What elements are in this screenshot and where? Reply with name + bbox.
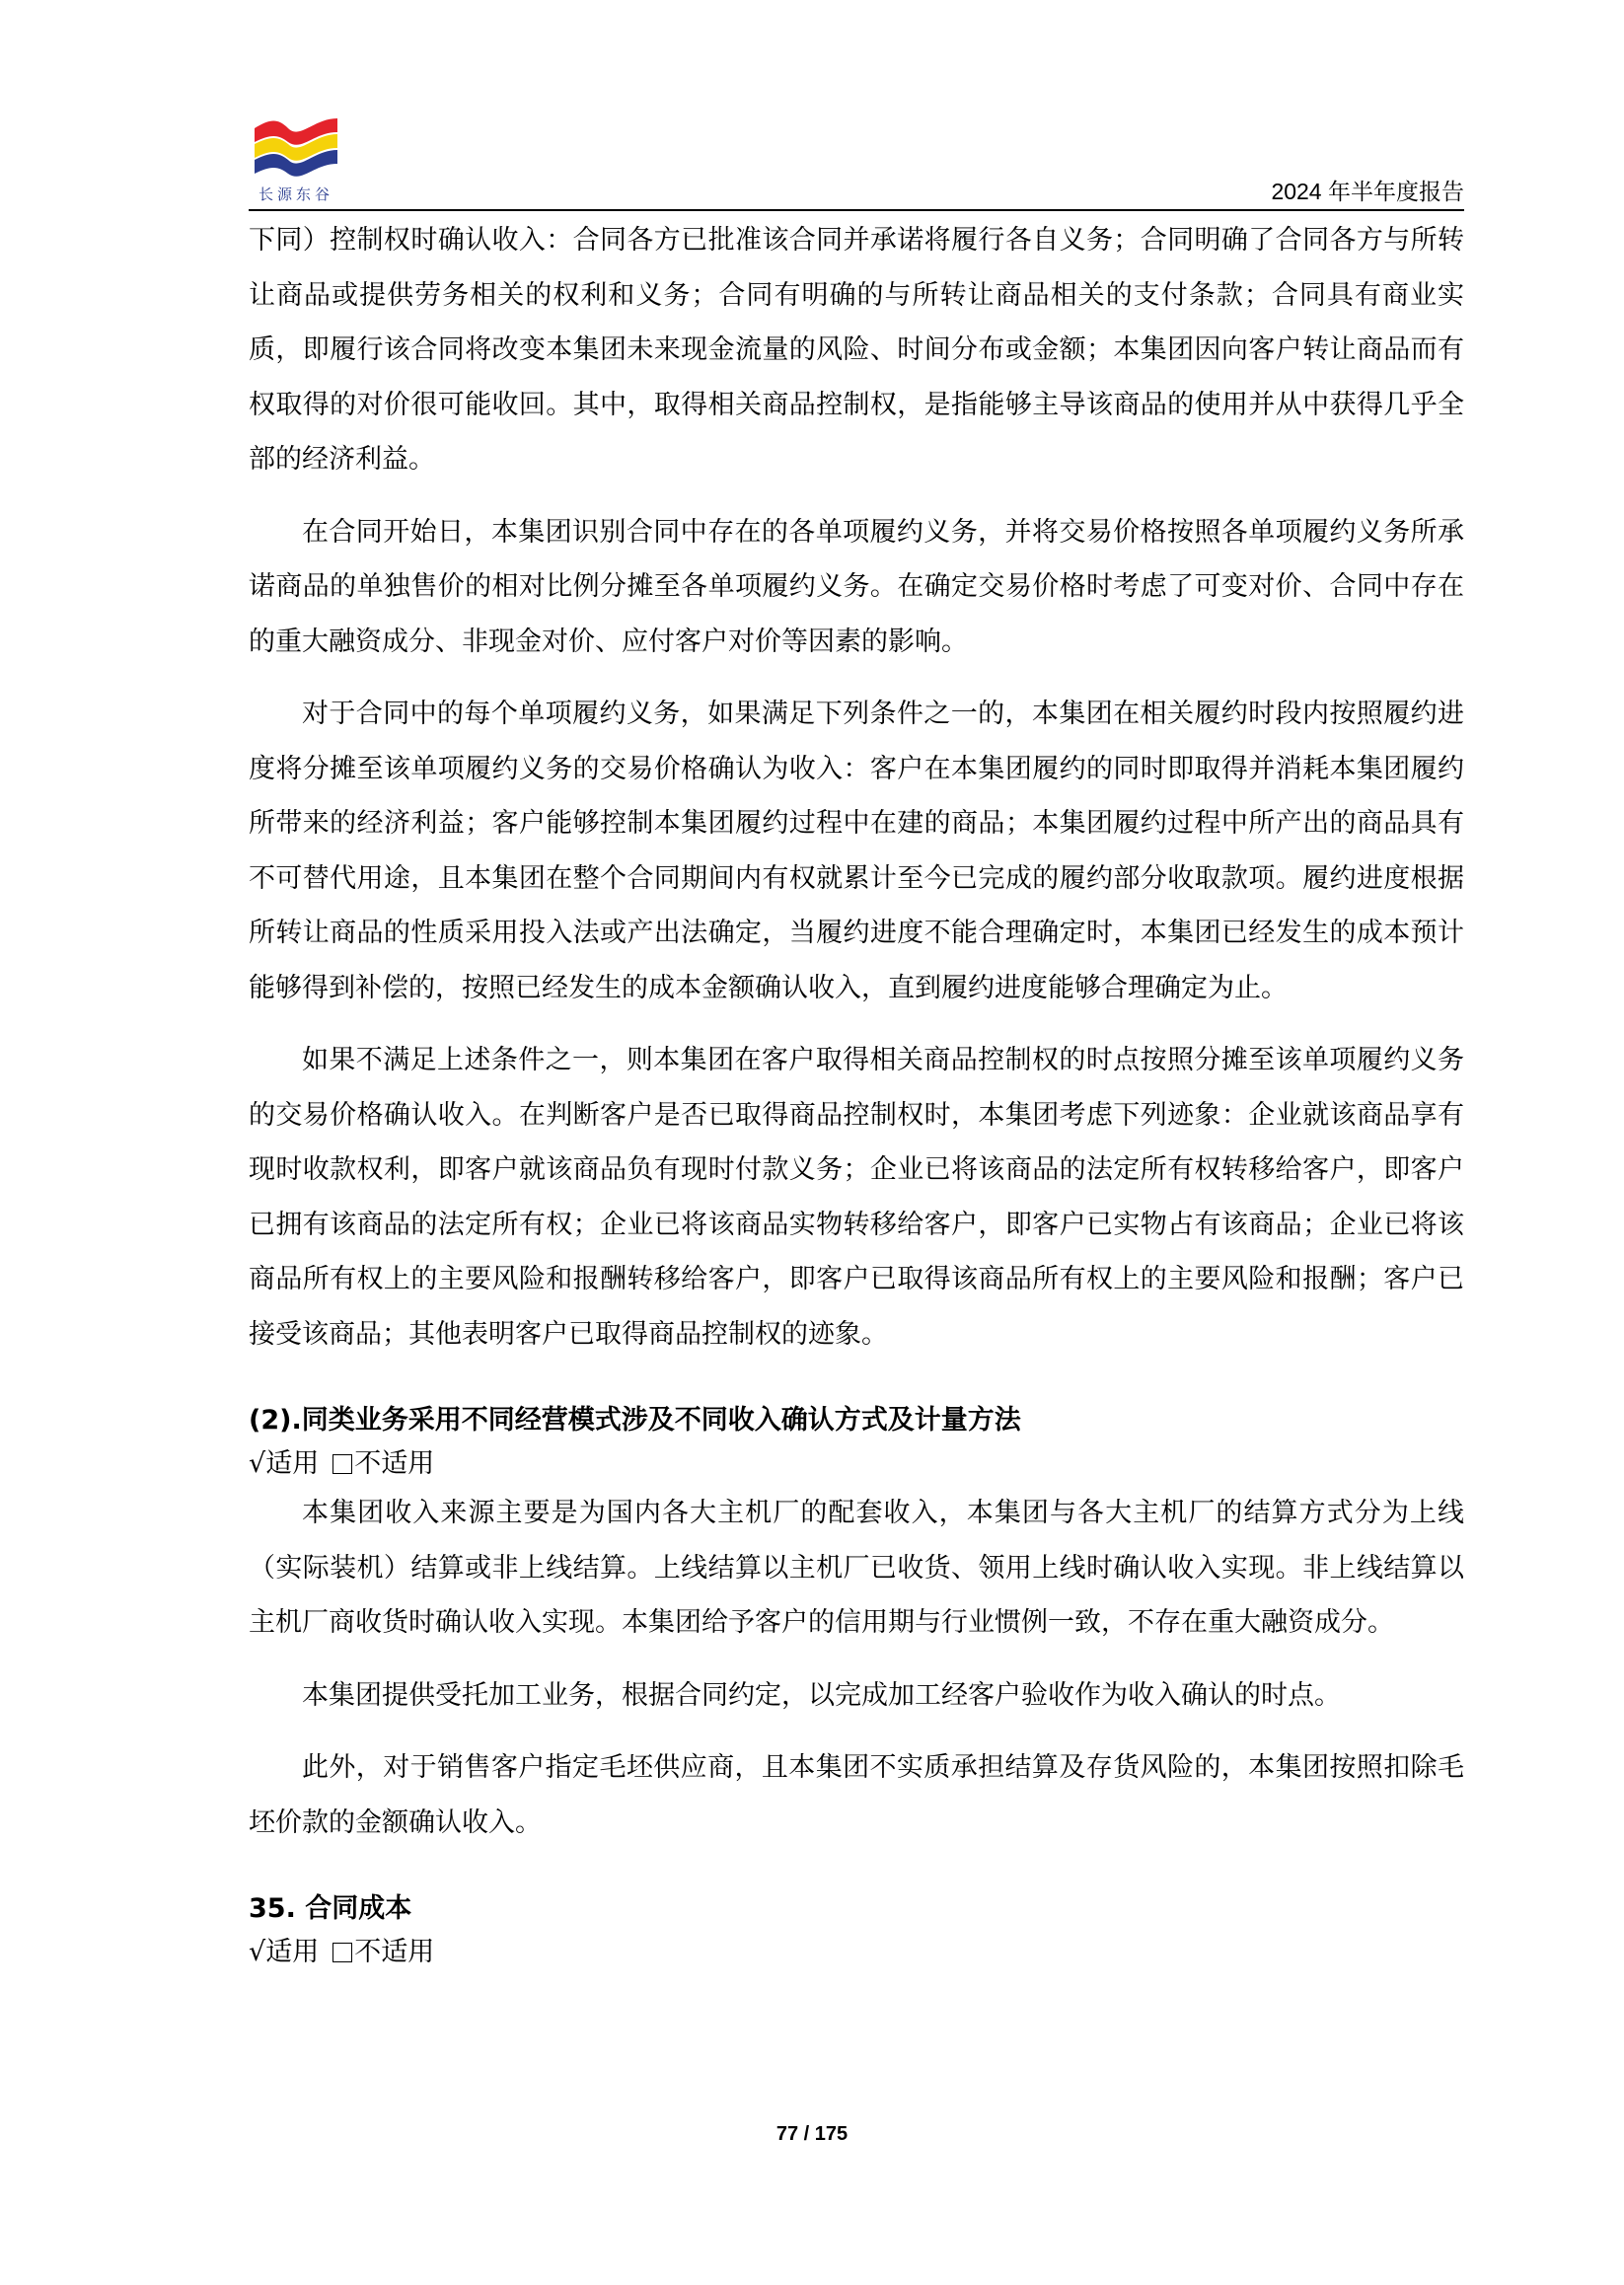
section-heading-2: (2).同类业务采用不同经营模式涉及不同收入确认方式及计量方法 (249, 1405, 1021, 1436)
applicable-label: √适用 (249, 1937, 320, 1967)
paragraph-blank-supplier: 此外，对于销售客户指定毛坯供应商，且本集团不实质承担结算及存货风险的，本集团按照扣除毛坯价款的金额确认收入。 (249, 1752, 1464, 1838)
applicability-line-2 (249, 1442, 1464, 1486)
header-divider (249, 209, 1464, 211)
applicable-label: √适用 (249, 1448, 320, 1479)
paragraph-contract-inception: 在合同开始日，本集团识别合同中存在的各单项履约义务，并将交易价格按照各单项履约义务所承诺商品的单独售价的相对比例分摊至各单项履约义务。在确定交易价格时考虑了可变对价、合同中存在的重大融资成分、非现金对价、应付客户对价等因素的影响。 (249, 516, 1464, 657)
main-content (249, 213, 1464, 1974)
paragraph-over-time: 对于合同中的每个单项履约义务，如果满足下列条件之一的，本集团在相关履约时段内按照履约进度将分摊至该单项履约义务的交易价格确认为收入：客户在本集团履约的同时即取得并消耗本集团履约所带来的经济利益；客户能够控制本集团履约过程中在建的商品；本集团履约过程中所产出的商品具有不可替代用途，且本集团在整个合同期间内有权就累计至今已完成的履约部分收取款项。履约进度根据所转让商品的性质采用投入法或产出法确定，当履约进度不能合理确定时，本集团已经发生的成本预计能够得到补偿的，按照已经发生的成本金额确认收入，直到履约进度能够合理确定为止。 (249, 699, 1464, 1003)
paragraph-point-in-time: 如果不满足上述条件之一，则本集团在客户取得相关商品控制权的时点按照分摊至该单项履约义务的交易价格确认收入。在判断客户是否已取得商品控制权时，本集团考虑下列迹象：企业就该商品享有现时收款权利，即客户就该商品负有现时付款义务；企业已将该商品的法定所有权转移给客户，即客户已拥有该商品的法定所有权；企业已将该商品实物转移给客户，即客户已实物占有该商品；企业已将该商品所有权上的主要风险和报酬转移给客户，即客户已取得该商品所有权上的主要风险和报酬；客户已接受该商品；其他表明客户已取得商品控制权的迹象。 (249, 1045, 1464, 1350)
paragraph-revenue-conditions: 下同）控制权时确认收入：合同各方已批准该合同并承诺将履行各自义务；合同明确了合同各方与所转让商品或提供劳务相关的权利和义务；合同有明确的与所转让商品相关的支付条款；合同具有商业实质，即履行该合同将改变本集团未来现金流量的风险、时间分布或金额；本集团因向客户转让商品而有权取得的对价很可能收回。其中，取得相关商品控制权，是指能够主导该商品的使用并从中获得几乎全部的经济利益。 (249, 225, 1464, 475)
checkbox-empty-icon (332, 1943, 352, 1962)
not-applicable-label: 不适用 (354, 1937, 435, 1967)
paragraph-processing: 本集团提供受托加工业务，根据合同约定，以完成加工经客户验收作为收入确认的时点。 (302, 1679, 1341, 1711)
page-number: 77 / 175 (775, 2123, 849, 2145)
paragraph-settlement: 本集团收入来源主要是为国内各大主机厂的配套收入，本集团与各大主机厂的结算方式分为上线（实际装机）结算或非上线结算。上线结算以主机厂已收货、领用上线时确认收入实现。非上线结算以主机厂商收货时确认收入实现。本集团给予客户的信用期与行业惯例一致，不存在重大融资成分。 (249, 1498, 1464, 1638)
company-logo (249, 114, 343, 205)
report-title: 2024 年半年度报告 (1271, 179, 1464, 204)
not-applicable-label: 不适用 (354, 1448, 435, 1479)
logo-text: 长源东谷 (258, 185, 333, 203)
checkbox-empty-icon (332, 1454, 352, 1474)
applicability-line-35 (249, 1931, 1464, 1974)
section-heading-35: 35. 合同成本 (249, 1893, 412, 1924)
logo-wave-icon (249, 114, 343, 184)
